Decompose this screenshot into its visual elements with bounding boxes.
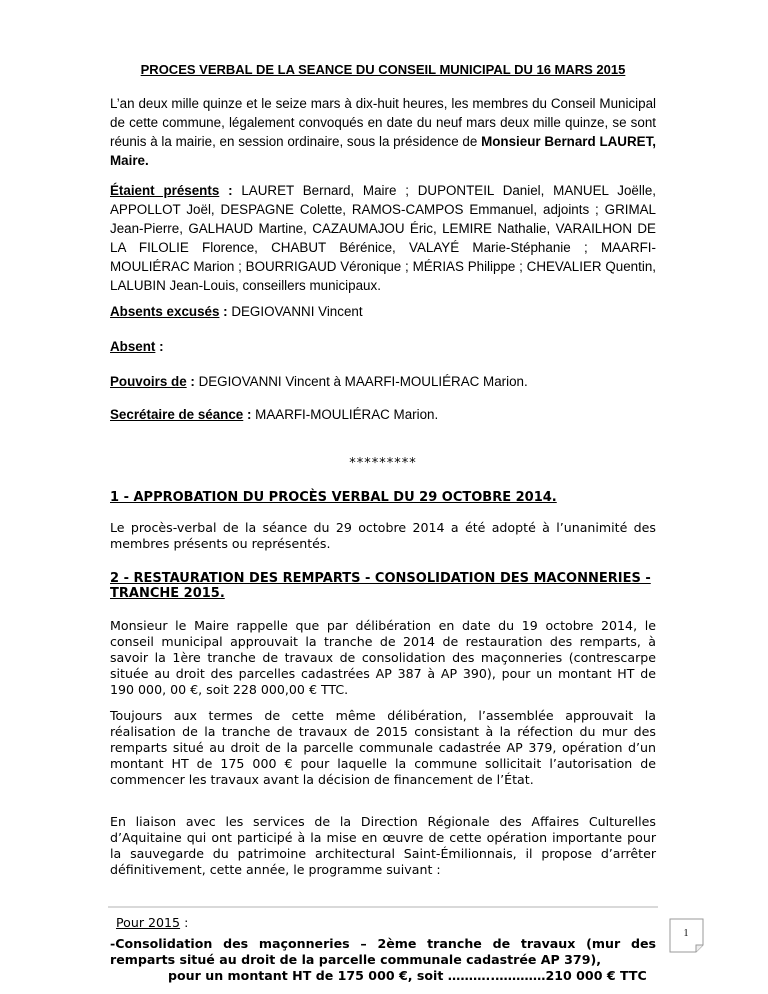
pouvoirs-text: DEGIOVANNI Vincent à MAARFI-MOULIÉRAC Marion.	[198, 374, 528, 389]
page-title: PROCES VERBAL DE LA SEANCE DU CONSEIL MUNICIPAL DU 16 MARS 2015	[140, 62, 626, 77]
program-line-1: -Consolidation des maçonneries – 2ème tranche de travaux (mur des remparts situé au droit de la parcelle communale cadastrée AP 379),	[110, 936, 656, 967]
pour-2015-label: Pour 2015	[116, 915, 181, 930]
section2-paragraph-2: Toujours aux termes de cette même délibération, l’assemblée approuvait la réalisation de la tranche de travaux de 2015 consistant à la réfection du mur des remparts situé au droit de la parcelle communale cadastrée AP 379, opération d’un montant HT de 175 000 € pour laquelle la commune sollicitait l’autorisation de commencer les travaux avant la décision de financement de l’État.	[110, 708, 656, 787]
excuses-paragraph	[110, 302, 656, 321]
secretaire-label: Secrétaire de séance	[110, 407, 244, 422]
secretaire-colon: :	[243, 407, 256, 422]
intro-text: L’an deux mille quinze et le seize mars à dix-huit heures, les membres du Conseil Municipal de cette commune, légalement convoqués en date du neuf mars deux mille quinze, se sont réunis à la mairie, en session ordinaire, sous la présidence de	[110, 96, 656, 149]
presents-text: LAURET Bernard, Maire ; DUPONTEIL Daniel, MANUEL Joëlle, APPOLLOT Joël, DESPAGNE Colette, RAMOS-CAMPOS Emmanuel, adjoints ; GRIMAL Jean-Pierre, GALHAUD Martine, CAZAUMAJOU Éric, LEMIRE Nathalie, VARAILHON DE LA FILOLIE Florence, CHABUT Bérénice, VALAYÉ Marie-Stéphanie ; MAARFI-MOULIÉRAC Marion ; BOURRIGAUD Véronique ; MÉRIAS Philippe ; CHEVALIER Quentin, LALUBIN Jean-Louis, conseillers municipaux.	[110, 183, 657, 293]
absent-label: Absent	[110, 339, 156, 354]
secretaire-paragraph	[110, 405, 656, 424]
program-line-2: pour un montant HT de 175 000 €, soit ………..…………210 000 € TTC	[168, 968, 647, 983]
pouvoirs-paragraph	[110, 372, 656, 391]
absent-colon: :	[155, 339, 164, 354]
presents-label: Étaient présents	[110, 183, 220, 198]
excuses-text: DEGIOVANNI Vincent	[231, 304, 363, 319]
pouvoirs-label: Pouvoirs de	[110, 374, 187, 389]
pouvoirs-colon: :	[186, 374, 199, 389]
presents-paragraph	[110, 181, 656, 295]
highlight-bar	[108, 906, 658, 908]
absent-paragraph	[110, 337, 656, 356]
excuses-label: Absents excusés	[110, 304, 220, 319]
page-number-badge	[669, 918, 705, 954]
section2-paragraph-1: Monsieur le Maire rappelle que par délibération en date du 19 octobre 2014, le conseil municipal approuvait la tranche de 2014 de restauration des remparts, à savoir la 1ère tranche de travaux de consolidation des maçonneries (contrescarpe située au droit des parcelles cadastrées AP 387 à AP 390), pour un montant HT de 190 000, 00 €, soit 228 000,00 € TTC.	[110, 618, 656, 697]
page-number: 1	[683, 928, 689, 939]
section2-paragraph-3: En liaison avec les services de la Direction Régionale des Affaires Culturelles d’Aquitaine qui ont participé à la mise en œuvre de cette opération importante pour la sauvegarde du patrimoine architectural Saint-Émilionnais, il propose d’arrêter définitivement, cette année, le programme suivant :	[110, 814, 656, 877]
intro-president: Monsieur Bernard LAURET, Maire.	[110, 134, 656, 168]
excuses-colon: :	[219, 304, 232, 319]
intro-paragraph	[110, 94, 656, 170]
presents-colon: :	[219, 183, 242, 198]
separator: *********	[349, 456, 417, 471]
section2-heading: 2 - RESTAURATION DES REMPARTS - CONSOLIDATION DES MACONNERIES - TRANCHE 2015.	[110, 571, 651, 601]
pour-2015-colon: :	[180, 915, 189, 930]
secretaire-text: MAARFI-MOULIÉRAC Marion.	[255, 407, 439, 422]
section1-text: Le procès-verbal de la séance du 29 octobre 2014 a été adopté à l’unanimité des membres présents ou représentés.	[110, 520, 656, 551]
section1-heading: 1 - APPROBATION DU PROCÈS VERBAL DU 29 OCTOBRE 2014.	[110, 490, 557, 505]
pour-2015	[116, 915, 188, 930]
